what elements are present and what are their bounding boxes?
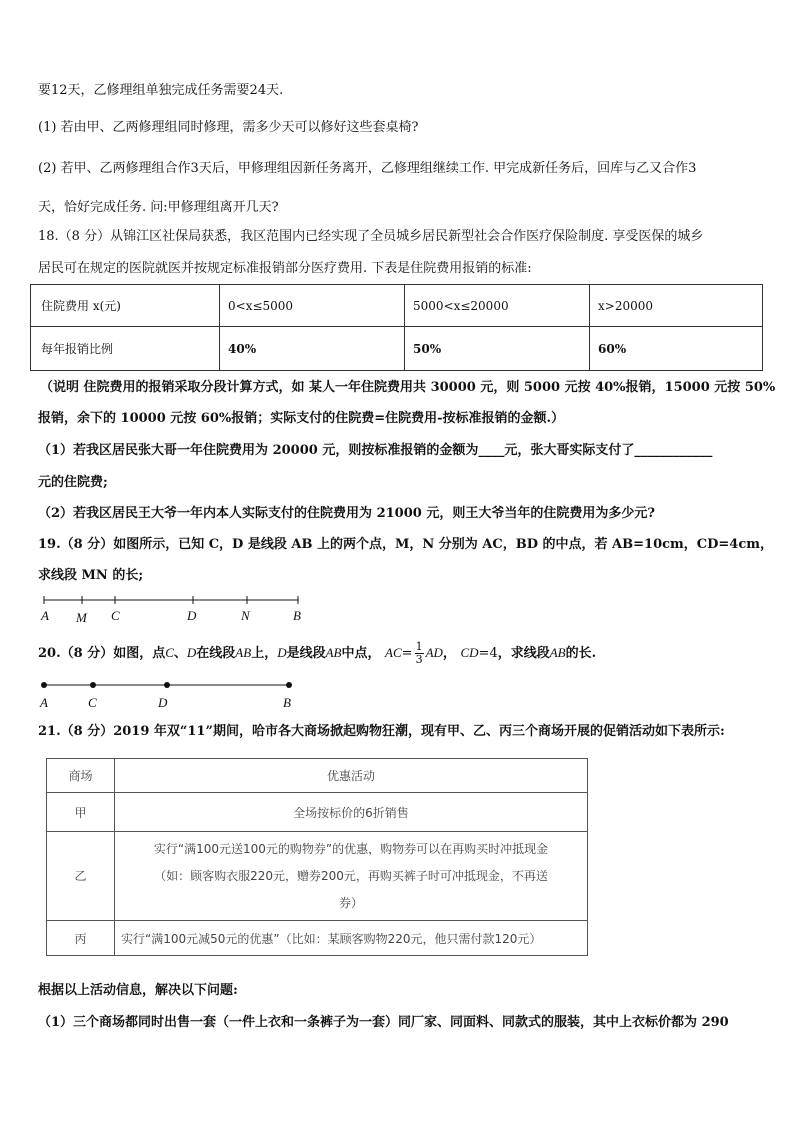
p18-line-1: 18.（8 分）从锦江区社保局获悉，我区范围内已经实现了全员城乡居民新型社会合作医疗保险制度. 享受医保的城乡 xyxy=(38,229,704,244)
segment-figure-19 xyxy=(36,594,316,630)
p20-text: 在线段 xyxy=(196,646,236,661)
table-cell: 60% xyxy=(590,327,763,371)
p18-line-2: 居民可在规定的医院就医并按规定标准报销部分医疗费用. 下表是住院费用报销的标准: xyxy=(38,261,532,276)
p18-note-2: 报销，余下的 10000 元按 60%报销；实际支付的住院费=住院费用-按标准报销的金额.） xyxy=(38,411,565,426)
point-label-c: C xyxy=(111,608,120,623)
point-label-a: A xyxy=(41,608,49,623)
table-cell: x>20000 xyxy=(590,285,763,327)
point-label-d: D xyxy=(187,608,197,623)
table-cell: 40% xyxy=(220,327,405,371)
table-row xyxy=(47,759,588,793)
var-d: D xyxy=(277,645,287,660)
table-cell: 丙 xyxy=(47,921,115,956)
point-label-m: M xyxy=(76,610,87,625)
table-cell: 0<x≤5000 xyxy=(220,285,405,327)
p20-text: ，求线段 xyxy=(497,646,550,661)
var-ad: AD xyxy=(425,645,443,660)
table-header: 商场 xyxy=(47,759,115,793)
table-cell: 全场按标价的6折销售 xyxy=(115,793,588,832)
p18-question-1: （1）若我区居民张大哥一年住院费用为 20000 元，则按标准报销的金额为____元，张大哥实际支付了____________ xyxy=(38,443,713,458)
p20-text: 上， xyxy=(251,646,278,661)
point-label-d: D xyxy=(158,695,168,710)
promo-line: （如：顾客购衣服220元，赠券200元，再购买裤子时可冲抵现金，不再送 xyxy=(154,868,548,883)
p21-question-1: （1）三个商场都同时出售一套（一件上衣和一条裤子为一套）同厂家、同面料、同款式的服装，其中上衣标价都为 290 xyxy=(38,1015,729,1030)
p20-text: 是线段 xyxy=(286,646,326,661)
p20-line xyxy=(38,640,596,667)
fraction-numerator: 1 xyxy=(415,640,423,653)
segment-figure-20 xyxy=(36,677,306,711)
p21-after-table: 根据以上活动信息，解决以下问题: xyxy=(38,983,238,998)
point-label-c: C xyxy=(88,695,97,710)
table-cell: 住院费用 x(元) xyxy=(31,285,220,327)
p18-question-2: （2）若我区居民王大爷一年内本人实际支付的住院费用为 21000 元，则王大爷当年的住院费用为多少元? xyxy=(38,506,655,521)
equals: = xyxy=(401,646,413,661)
promotion-table xyxy=(46,758,588,956)
var-ab: AB xyxy=(549,645,566,660)
table-header: 优惠活动 xyxy=(115,759,588,793)
p17-line-3: (2) 若甲、乙两修理组合作3天后，甲修理组因新任务离开，乙修理组继续工作. 甲完成新任务后，回库与乙又合作3 xyxy=(38,161,697,176)
p17-line-4: 天，恰好完成任务. 问:甲修理组离开几天? xyxy=(38,200,279,215)
var-d: D xyxy=(186,645,197,660)
table-cell: 甲 xyxy=(47,793,115,832)
reimbursement-table xyxy=(30,284,763,371)
table-cell: 实行“满100元减50元的优惠”（比如：某顾客购物220元，他只需付款120元） xyxy=(115,921,588,956)
table-cell: 5000<x≤20000 xyxy=(405,285,590,327)
p20-text: 中点， xyxy=(341,646,381,661)
point-label-b: B xyxy=(283,695,291,710)
table-row xyxy=(31,327,763,371)
equals: = xyxy=(478,646,490,661)
fraction-denominator: 3 xyxy=(415,653,423,666)
p19-line-1: 19.（8 分）如图所示，已知 C，D 是线段 AB 上的两个点，M，N 分别为 AC，BD 的中点，若 AB=10cm，CD=4cm， xyxy=(38,537,774,552)
point-label-n: N xyxy=(241,608,250,623)
sep: 、 xyxy=(173,646,187,661)
table-cell: 50% xyxy=(405,327,590,371)
p18-question-1-cont: 元的住院费; xyxy=(38,475,108,490)
point-label-b: B xyxy=(293,608,301,623)
fraction-one-third xyxy=(415,641,424,666)
var-ac: AC xyxy=(385,645,402,660)
value-four: 4 xyxy=(489,646,498,661)
table-row xyxy=(31,285,763,327)
table-row xyxy=(47,921,588,956)
p20-text: 的长. xyxy=(565,646,597,661)
p19-line-2: 求线段 MN 的长; xyxy=(38,568,144,583)
table-cell xyxy=(115,832,588,921)
promo-line: 实行“满100元送100元的购物券”的优惠，购物券可以在再购买时冲抵现金 xyxy=(153,841,549,856)
point-label-a: A xyxy=(40,695,48,710)
p21-line-1: 21.（8 分）2019 年双“11”期间，哈市各大商场掀起购物狂潮，现有甲、乙、丙三个商场开展的促销活动如下表所示: xyxy=(38,724,725,739)
var-cd: CD xyxy=(460,645,479,660)
table-row xyxy=(47,793,588,832)
table-cell: 每年报销比例 xyxy=(31,327,220,371)
p18-note-1: （说明 住院费用的报销采取分段计算方式，如 某人一年住院费用共 30000 元，则 5000 元按 40%报销，15000 元按 50% xyxy=(40,380,776,395)
table-cell: 乙 xyxy=(47,832,115,921)
promo-line: 券） xyxy=(338,895,363,910)
p17-line-1: 要12天，乙修理组单独完成任务需要24天. xyxy=(38,83,284,98)
var-c: C xyxy=(165,645,174,660)
var-ab: AB xyxy=(235,645,252,660)
var-ab: AB xyxy=(325,645,342,660)
table-row xyxy=(47,832,588,921)
p17-line-2: (1) 若由甲、乙两修理组同时修理，需多少天可以修好这些套桌椅? xyxy=(38,120,419,135)
p20-prefix: 20.（8 分）如图，点 xyxy=(38,646,166,661)
comma: ， xyxy=(442,646,456,661)
